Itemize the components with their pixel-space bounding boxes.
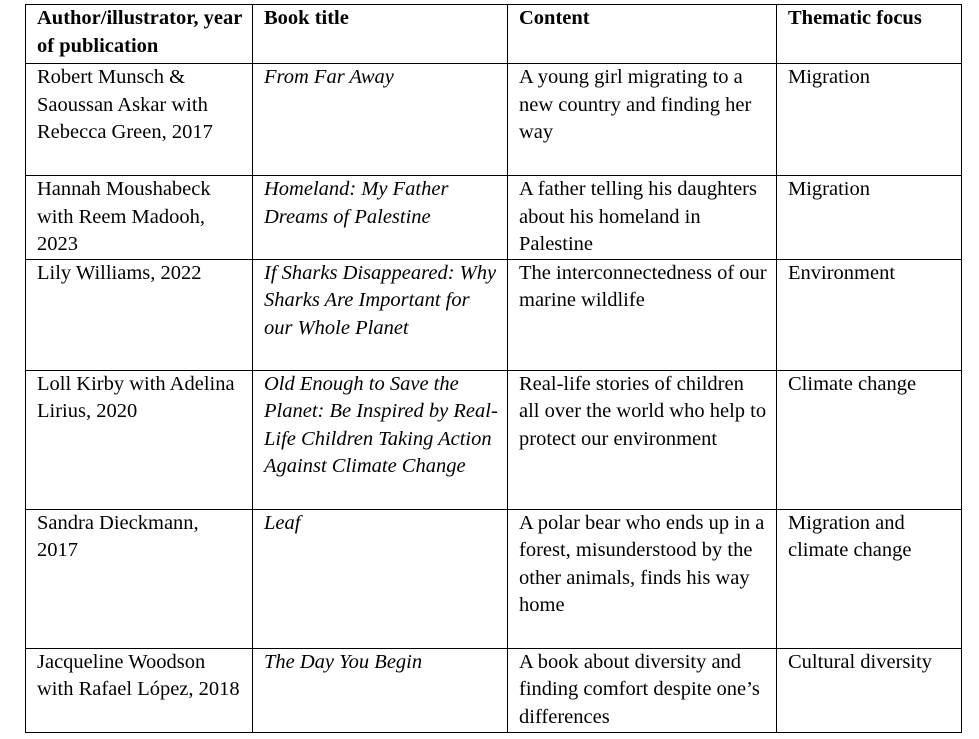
cell-content: The interconnectedness of our marine wildlife <box>508 259 777 370</box>
cell-title: Old Enough to Save the Planet: Be Inspired by Real-Life Children Taking Action Against Climate Change <box>253 370 508 509</box>
cell-focus: Cultural diversity <box>777 648 962 732</box>
header-author: Author/illustrator, year of publication <box>26 5 253 64</box>
cell-focus: Climate change <box>777 370 962 509</box>
cell-focus: Migration <box>777 176 962 260</box>
cell-author: Lily Williams, 2022 <box>26 259 253 370</box>
header-content: Content <box>508 5 777 64</box>
cell-content: A book about diversity and finding comfort despite one’s differences <box>508 648 777 732</box>
header-title: Book title <box>253 5 508 64</box>
table-row <box>26 509 962 648</box>
table-row <box>26 176 962 260</box>
table-row <box>26 648 962 732</box>
cell-content: Real-life stories of children all over the world who help to protect our environment <box>508 370 777 509</box>
cell-author: Robert Munsch & Saoussan Askar with Rebecca Green, 2017 <box>26 64 253 176</box>
cell-author: Jacqueline Woodson with Rafael López, 2018 <box>26 648 253 732</box>
cell-focus: Migration <box>777 64 962 176</box>
table-row <box>26 370 962 509</box>
cell-title: Leaf <box>253 509 508 648</box>
cell-author: Hannah Moushabeck with Reem Madooh, 2023 <box>26 176 253 260</box>
table-header-row <box>26 5 962 64</box>
books-table <box>25 4 962 733</box>
header-focus: Thematic focus <box>777 5 962 64</box>
cell-focus: Migration and climate change <box>777 509 962 648</box>
cell-focus: Environment <box>777 259 962 370</box>
cell-author: Loll Kirby with Adelina Lirius, 2020 <box>26 370 253 509</box>
cell-content: A father telling his daughters about his homeland in Palestine <box>508 176 777 260</box>
table-row <box>26 259 962 370</box>
cell-content: A polar bear who ends up in a forest, misunderstood by the other animals, finds his way home <box>508 509 777 648</box>
cell-title: The Day You Begin <box>253 648 508 732</box>
cell-content: A young girl migrating to a new country and finding her way <box>508 64 777 176</box>
cell-title: From Far Away <box>253 64 508 176</box>
cell-title: If Sharks Disappeared: Why Sharks Are Important for our Whole Planet <box>253 259 508 370</box>
cell-title: Homeland: My Father Dreams of Palestine <box>253 176 508 260</box>
cell-author: Sandra Dieckmann, 2017 <box>26 509 253 648</box>
table-row <box>26 64 962 176</box>
